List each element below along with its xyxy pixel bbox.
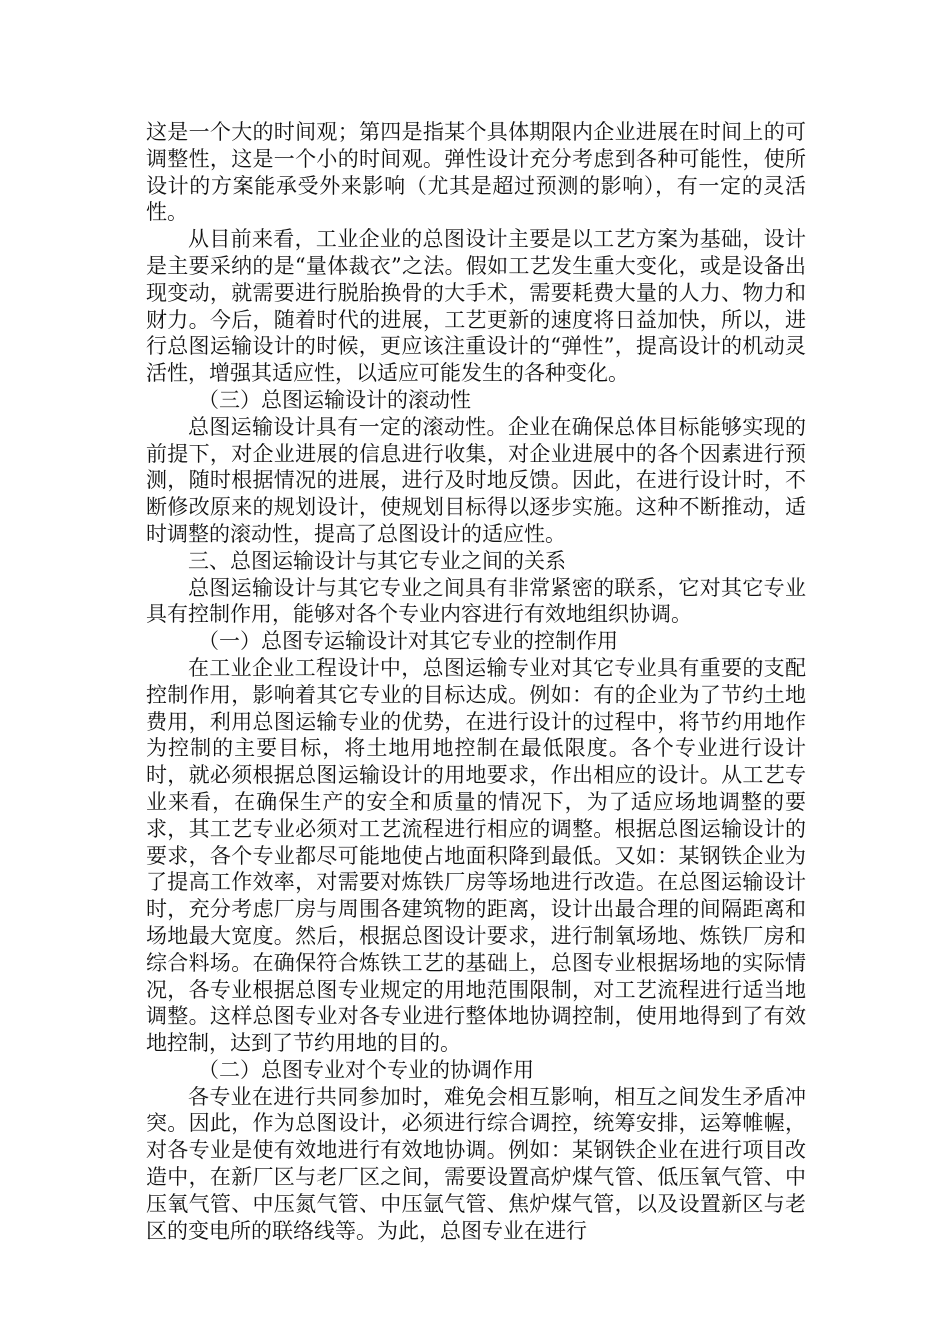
section-heading: 三、总图运输设计与其它专业之间的关系 bbox=[188, 548, 566, 573]
section-subheading: （一）总图专运输设计对其它专业的控制作用 bbox=[198, 629, 618, 654]
section-subheading: （二）总图专业对个专业的协调作用 bbox=[198, 1057, 534, 1082]
paragraph: 总图运输设计具有一定的滚动性。企业在确保总体目标能够实现的前提下，对企业进展的信息进行收集，对企业进展中的各个因素进行预测，随时根据情况的进展，进行及时地反馈。因此，在进行设计时，不断修改原来的规划设计，使规划目标得以逐步实施。这种不断推动，适时调整的滚动性，提高了总图设计的适应性。 bbox=[146, 414, 806, 546]
paragraph: 在工业企业工程设计中，总图运输专业对其它专业具有重要的支配控制作用，影响着其它专业的目标达成。例如：有的企业为了节约土地费用，利用总图运输专业的优势，在进行设计的过程中，将节约用地作为控制的主要目标，将土地用地控制在最低限度。各个专业进行设计时，就必须根据总图运输设计的用地要求，作出相应的设计。从工艺专业来看，在确保生产的安全和质量的情况下，为了适应场地调整的要求，其工艺专业必须对工艺流程进行相应的调整。根据总图运输设计的要求，各个专业都尽可能地使占地面积降到最低。又如：某钢铁企业为了提高工作效率，对需要对炼铁厂房等场地进行改造。在总图运输设计时，充分考虑厂房与周围各建筑物的距离，设计出最合理的间隔距离和场地最大宽度。然后，根据总图设计要求，进行制氧场地、炼铁厂房和综合料场。在确保符合炼铁工艺的基础上，总图专业根据场地的实际情况，各专业根据总图专业规定的用地范围限制，对工艺流程进行适当地调整。这样总图专业对各专业进行整体地协调控制，使用地得到了有效地控制，达到了节约用地的目的。 bbox=[146, 655, 806, 1056]
section-subheading: （三）总图运输设计的滚动性 bbox=[198, 387, 471, 412]
document-page bbox=[146, 119, 806, 1244]
paragraph: 总图运输设计与其它专业之间具有非常紧密的联系，它对其它专业具有控制作用，能够对各个专业内容进行有效地组织协调。 bbox=[146, 575, 806, 627]
paragraph: 从目前来看，工业企业的总图设计主要是以工艺方案为基础，设计是主要采纳的是“量体裁衣”之法。假如工艺发生重大变化，或是设备出现变动，就需要进行脱胎换骨的大手术，需要耗费大量的人力、物力和财力。今后，随着时代的进展，工艺更新的速度将日益加快，所以，进行总图运输设计的时候，更应该注重设计的“弹性”，提高设计的机动灵活性，增强其适应性，以适应可能发生的各种变化。 bbox=[146, 227, 806, 386]
paragraph-continued: 这是一个大的时间观；第四是指某个具体期限内企业进展在时间上的可调整性，这是一个小的时间观。弹性设计充分考虑到各种可能性，使所设计的方案能承受外来影响（尤其是超过预测的影响），有一定的灵活性。 bbox=[146, 120, 806, 225]
paragraph: 各专业在进行共同参加时，难免会相互影响，相互之间发生矛盾冲突。因此，作为总图设计，必须进行综合调控，统筹安排，运筹帷幄，对各专业是使有效地进行有效地协调。例如：某钢铁企业在进行项目改造中，在新厂区与老厂区之间，需要设置高炉煤气管、低压氧气管、中压氧气管、中压氮气管、中压氩气管、焦炉煤气管，以及设置新区与老区的变电所的联络线等。为此，总图专业在进行 bbox=[146, 1084, 806, 1243]
